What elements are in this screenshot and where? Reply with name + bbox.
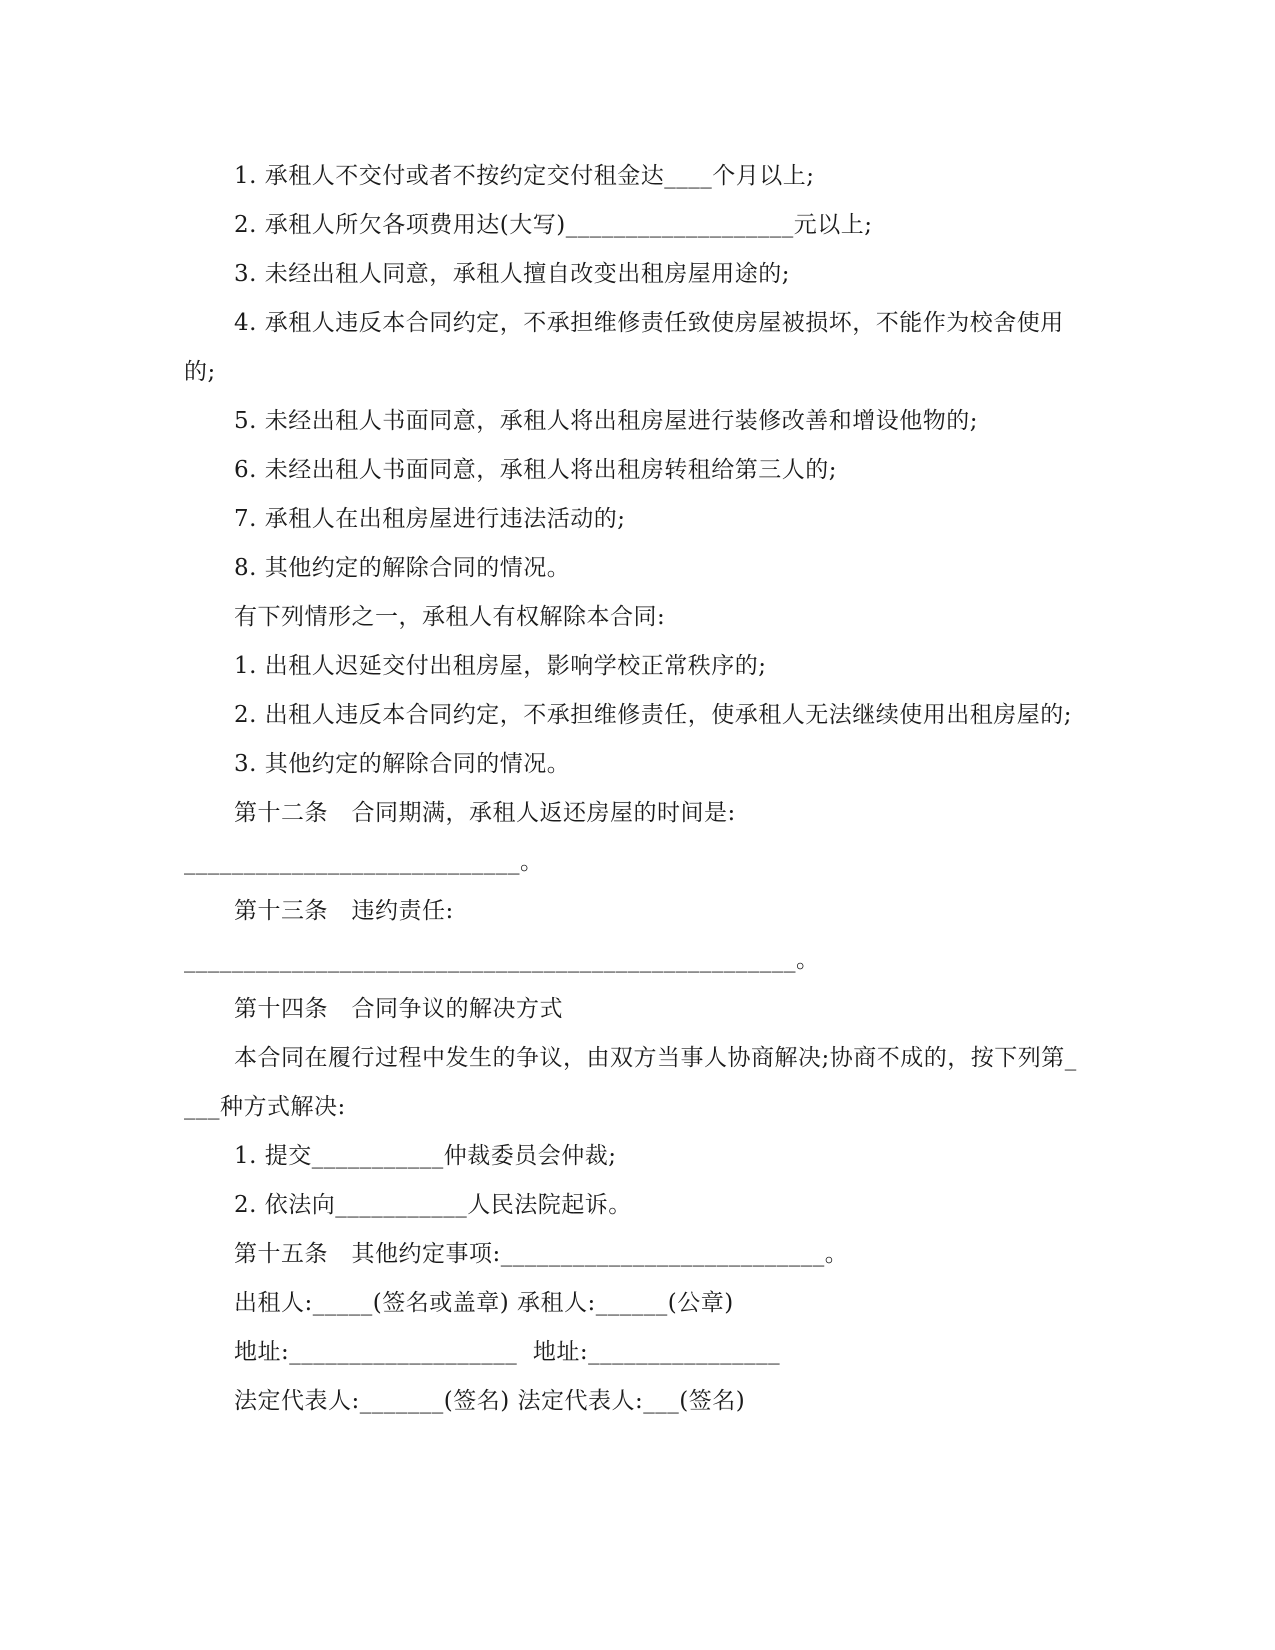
article-15: 第十五条 其他约定事项:___________________________。 (234, 1241, 849, 1267)
tenant-termination-item-2: 2. 承租人所欠各项费用达(大写)___________________元以上; (234, 212, 873, 238)
article-13: 第十三条 违约责任: (234, 898, 454, 924)
article-13-blank: ___________________________________________________。 (184, 947, 820, 973)
tenant-termination-item-6: 6. 未经出租人书面同意，承租人将出租房转租给第三人的; (234, 457, 838, 483)
signature-representatives: 法定代表人:_______(签名) 法定代表人:___(签名) (234, 1388, 746, 1414)
article-14-text: 本合同在履行过程中发生的争议，由双方当事人协商解决;协商不成的，按下列第____种方式解决: (184, 1045, 1077, 1120)
dispute-option-2: 2. 依法向___________人民法院起诉。 (234, 1192, 632, 1218)
tenant-termination-item-1: 1. 承租人不交付或者不按约定交付租金达____个月以上; (234, 163, 815, 189)
tenant-termination-item-3: 3. 未经出租人同意，承租人擅自改变出租房屋用途的; (234, 261, 791, 287)
lessee-rights-heading: 有下列情形之一，承租人有权解除本合同: (234, 604, 666, 630)
lessee-rights-item-2: 2. 出租人违反本合同约定，不承担维修责任，使承租人无法继续使用出租房屋的; (234, 702, 1073, 728)
lessee-rights-item-1: 1. 出租人迟延交付出租房屋，影响学校正常秩序的; (234, 653, 767, 679)
lessee-rights-item-3: 3. 其他约定的解除合同的情况。 (234, 751, 571, 777)
tenant-termination-item-4: 4. 承租人违反本合同约定，不承担维修责任致使房屋被损坏，不能作为校舍使用的; (184, 310, 1064, 385)
tenant-termination-item-5: 5. 未经出租人书面同意，承租人将出租房屋进行装修改善和增设他物的; (234, 408, 979, 434)
signature-addresses: 地址:___________________ 地址:________________ (234, 1339, 781, 1365)
article-12: 第十二条 合同期满，承租人返还房屋的时间是: (234, 800, 736, 826)
tenant-termination-item-7: 7. 承租人在出租房屋进行违法活动的; (234, 506, 626, 532)
contract-body (184, 152, 1084, 1426)
article-14: 第十四条 合同争议的解决方式 (234, 996, 563, 1022)
tenant-termination-item-8: 8. 其他约定的解除合同的情况。 (234, 555, 571, 581)
article-12-blank: ____________________________。 (184, 849, 544, 875)
signature-parties: 出租人:_____(签名或盖章) 承租人:______(公章) (234, 1290, 734, 1316)
dispute-option-1: 1. 提交___________仲裁委员会仲裁; (234, 1143, 617, 1169)
